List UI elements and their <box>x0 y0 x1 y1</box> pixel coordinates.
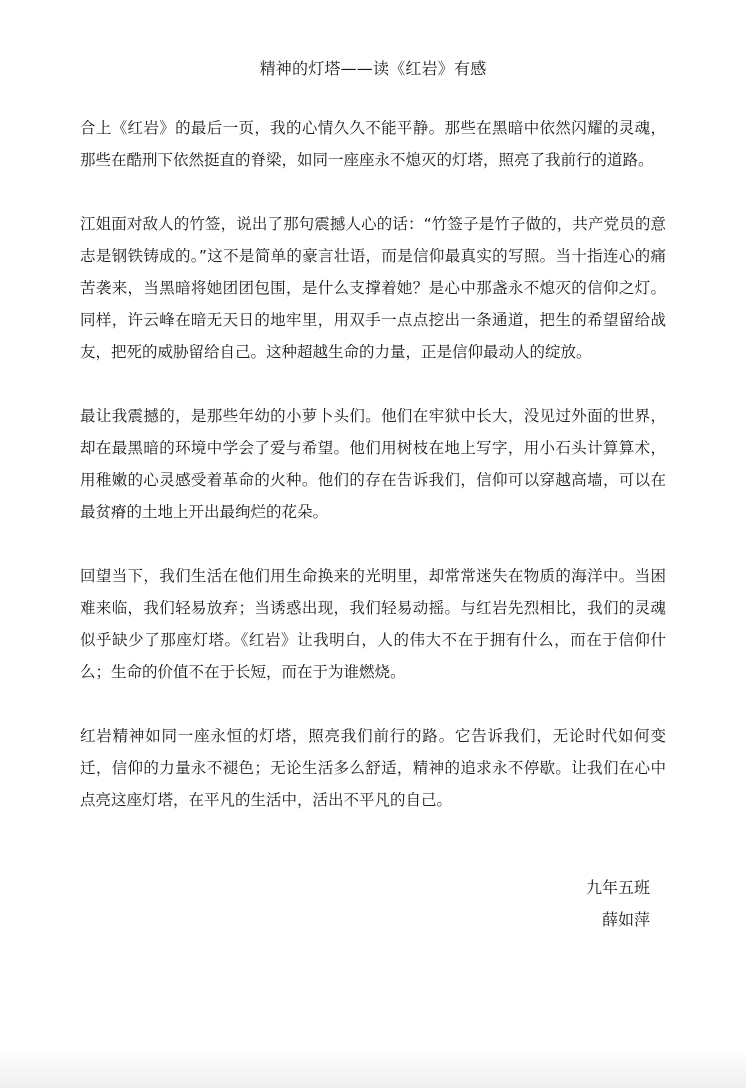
paragraph-5: 红岩精神如同一座永恒的灯塔，照亮我们前行的路。它告诉我们，无论时代如何变迁，信仰的力量永不褪色；无论生活多么舒适，精神的追求永不停歇。让我们在心中点亮这座灯塔，在平凡的生活中，活出不平凡的自己。 <box>80 727 666 809</box>
essay-body <box>80 112 666 848</box>
signature-block <box>586 872 650 936</box>
author-class: 九年五班 <box>585 878 650 897</box>
author-name: 薛如萍 <box>601 910 650 929</box>
paragraph-1: 合上《红岩》的最后一页，我的心情久久不能平静。那些在黑暗中依然闪耀的灵魂，那些在酷刑下依然挺直的脊梁，如同一座座永不熄灭的灯塔，照亮了我前行的道路。 <box>80 119 666 169</box>
paragraph-2: 江姐面对敌人的竹签，说出了那句震撼人心的话：“竹签子是竹子做的，共产党员的意志是钢铁铸成的。”这不是简单的豪言壮语，而是信仰最真实的写照。当十指连心的痛苦袭来，当黑暗将她团团包围，是什么支撑着她？是心中那盏永不熄灭的信仰之灯。同样，许云峰在暗无天日的地牢里，用双手一点点挖出一条通道，把生的希望留给战友，把死的威胁留给自己。这种超越生命的力量，正是信仰最动人的绽放。 <box>80 215 666 361</box>
essay-title: 精神的灯塔——读《红岩》有感 <box>259 59 487 78</box>
paragraph-3: 最让我震撼的，是那些年幼的小萝卜头们。他们在牢狱中长大，没见过外面的世界，却在最黑暗的环境中学会了爱与希望。他们用树枝在地上写字，用小石头计算算术，用稚嫩的心灵感受着革命的火种。他们的存在告诉我们，信仰可以穿越高墙，可以在最贫瘠的土地上开出最绚烂的花朵。 <box>80 407 666 521</box>
page-bottom-shadow <box>0 1048 746 1088</box>
paragraph-4: 回望当下，我们生活在他们用生命换来的光明里，却常常迷失在物质的海洋中。当困难来临，我们轻易放弃；当诱惑出现，我们轻易动摇。与红岩先烈相比，我们的灵魂似乎缺少了那座灯塔。《红岩》让我明白，人的伟大不在于拥有什么，而在于信仰什么；生命的价值不在于长短，而在于为谁燃烧。 <box>80 567 666 681</box>
